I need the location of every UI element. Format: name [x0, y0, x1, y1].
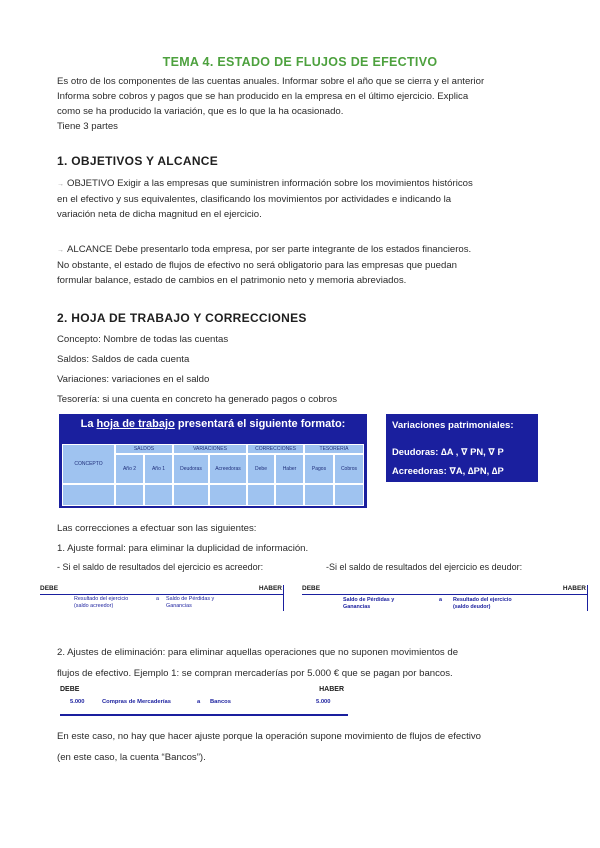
alcance-line: ALCANCE Debe presentarlo toda empresa, por ser parte integrante de los estados financieros.	[67, 244, 472, 255]
worksheet-link: hoja de trabajo	[96, 418, 175, 430]
worksheet-group-header: SALDOS	[115, 444, 173, 454]
closing-paragraph: En este caso, no hay que hacer ajuste porque la operación supone movimiento de flujos de efectivo (en este caso, la cuenta “Bancos”).	[57, 731, 481, 763]
t-account-debe: DEBE	[302, 585, 321, 592]
page-title: TEMA 4. ESTADO DE FLUJOS DE EFECTIVO	[162, 55, 438, 69]
section-heading-hoja: 2. HOJA DE TRABAJO Y CORRECCIONES	[57, 311, 307, 325]
variaciones-title: Variaciones patrimoniales:	[392, 420, 514, 431]
worksheet-empty-cell	[62, 484, 115, 506]
variaciones-box	[386, 414, 538, 482]
t-account-line	[60, 714, 348, 716]
t-account-right-text: Saldo de Pérdidas y Ganancias	[166, 596, 215, 609]
t-account-right-text: Resultado del ejercicio (saldo deudor)	[453, 597, 512, 610]
hoja-item: Variaciones: variaciones en el saldo	[57, 374, 210, 385]
t-account-debe: DEBE	[40, 585, 59, 592]
objetivo-paragraph	[57, 176, 557, 222]
intro-line: Tiene 3 partes	[57, 121, 118, 132]
objetivo-line: OBJETIVO Exigir a las empresas que suministren información sobre los movimientos históricos	[67, 178, 473, 189]
intro-line: como se ha producido la variación, que es lo que la ha ocasionado.	[57, 106, 344, 117]
t-account-amount-left: 5.000	[70, 699, 85, 705]
worksheet-format-box	[59, 414, 367, 508]
worksheet-group-header: CORRECCIONES	[247, 444, 304, 454]
worksheet-empty-cell	[115, 484, 144, 506]
case-acreedor: - Si el saldo de resultados del ejercicio es acreedor:	[57, 562, 264, 572]
worksheet-group-header: TESORERIA	[304, 444, 364, 454]
objetivo-line: en el efectivo y sus equivalentes, clasificando los movimientos por actividades e indicando la	[57, 194, 452, 205]
t-account-a: a	[156, 596, 159, 602]
t-account-acreedor	[40, 585, 284, 615]
variaciones-acreedoras: Acreedoras: ∇A, ∆PN, ∆P	[392, 465, 504, 476]
t-account-right-text: Bancos	[210, 699, 231, 705]
worksheet-subheader: Acreedoras	[209, 454, 247, 484]
hoja-item: Saldos: Saldos de cada cuenta	[57, 354, 190, 365]
variaciones-deudoras: Deudoras: ∆A , ∇ PN, ∇ P	[392, 446, 504, 457]
worksheet-group-header: VARIACIONES	[173, 444, 247, 454]
t-account-deudor	[302, 585, 588, 615]
t-account-haber: HABER	[562, 585, 586, 592]
t-account-left-text: Compras de Mercaderías	[102, 699, 171, 705]
worksheet-empty-cell	[173, 484, 209, 506]
intro-paragraph	[57, 74, 557, 134]
worksheet-subheader: Año 2	[115, 454, 144, 484]
alcance-paragraph	[57, 242, 557, 288]
worksheet-empty-cell	[247, 484, 275, 506]
worksheet-concepto-header: CONCEPTO	[62, 444, 115, 484]
t-account-line	[587, 585, 588, 611]
arrow-bullet-icon: →	[57, 181, 64, 188]
hoja-item: Concepto: Nombre de todas las cuentas	[57, 334, 229, 345]
t-account-amount-right: 5.000	[316, 699, 331, 705]
t-account-compras	[60, 686, 348, 716]
alcance-line: formular balance, estado de cambios en el patrimonio neto y memoria abreviados.	[57, 275, 407, 286]
worksheet-subheader: Haber	[275, 454, 304, 484]
ajuste-eliminacion: 2. Ajustes de eliminación: para eliminar aquellas operaciones que no suponen movimientos de flujos de efectivo. Ejemplo 1: se compran mercaderías por 5.000 € que se pagan por bancos.	[57, 647, 459, 679]
t-account-haber: HABER	[319, 686, 344, 693]
alcance-line: No obstante, el estado de flujos de efectivo no será obligatorio para las empresas que puedan	[57, 260, 458, 271]
t-account-debe: DEBE	[60, 686, 80, 693]
worksheet-empty-cell	[275, 484, 304, 506]
worksheet-subheader: Deudoras	[173, 454, 209, 484]
intro-line: Es otro de los componentes de las cuentas anuales. Informar sobre el año que se cierra y el anterior	[57, 76, 485, 87]
worksheet-subheader: Cobros	[334, 454, 364, 484]
t-account-line	[302, 594, 588, 595]
t-account-line	[283, 585, 284, 611]
worksheet-grid	[62, 444, 364, 506]
worksheet-subheader: Debe	[247, 454, 275, 484]
worksheet-subheader: Año 1	[144, 454, 173, 484]
worksheet-empty-cell	[304, 484, 334, 506]
hoja-item: Tesorería: si una cuenta en concreto ha generado pagos o cobros	[57, 394, 338, 405]
intro-line: Informa sobre cobros y pagos que se han producido en la empresa en el último ejercicio. Explica	[57, 91, 469, 102]
worksheet-subheader: Pagos	[304, 454, 334, 484]
objetivo-line: variación neta de dicha magnitud en el ejercicio.	[57, 209, 262, 220]
t-account-a: a	[197, 699, 201, 705]
worksheet-empty-cell	[144, 484, 173, 506]
arrow-bullet-icon: →	[57, 247, 64, 254]
worksheet-empty-cell	[209, 484, 247, 506]
corrections-intro: Las correcciones a efectuar son las siguientes:	[57, 523, 257, 534]
ajuste-formal: 1. Ajuste formal: para eliminar la duplicidad de información.	[57, 543, 309, 554]
t-account-left-text: Resultado del ejercicio (saldo acreedor)	[74, 596, 129, 609]
worksheet-empty-cell	[334, 484, 364, 506]
t-account-left-text: Saldo de Pérdidas y Ganancias	[343, 597, 395, 610]
t-account-a: a	[439, 597, 442, 603]
worksheet-title: La hoja de trabajo presentará el siguiente formato:	[80, 418, 346, 430]
t-account-line	[40, 594, 284, 595]
section-heading-objetivos: 1. OBJETIVOS Y ALCANCE	[57, 154, 219, 168]
t-account-haber: HABER	[258, 585, 282, 592]
case-deudor: -Si el saldo de resultados del ejercicio es deudor:	[326, 562, 523, 572]
